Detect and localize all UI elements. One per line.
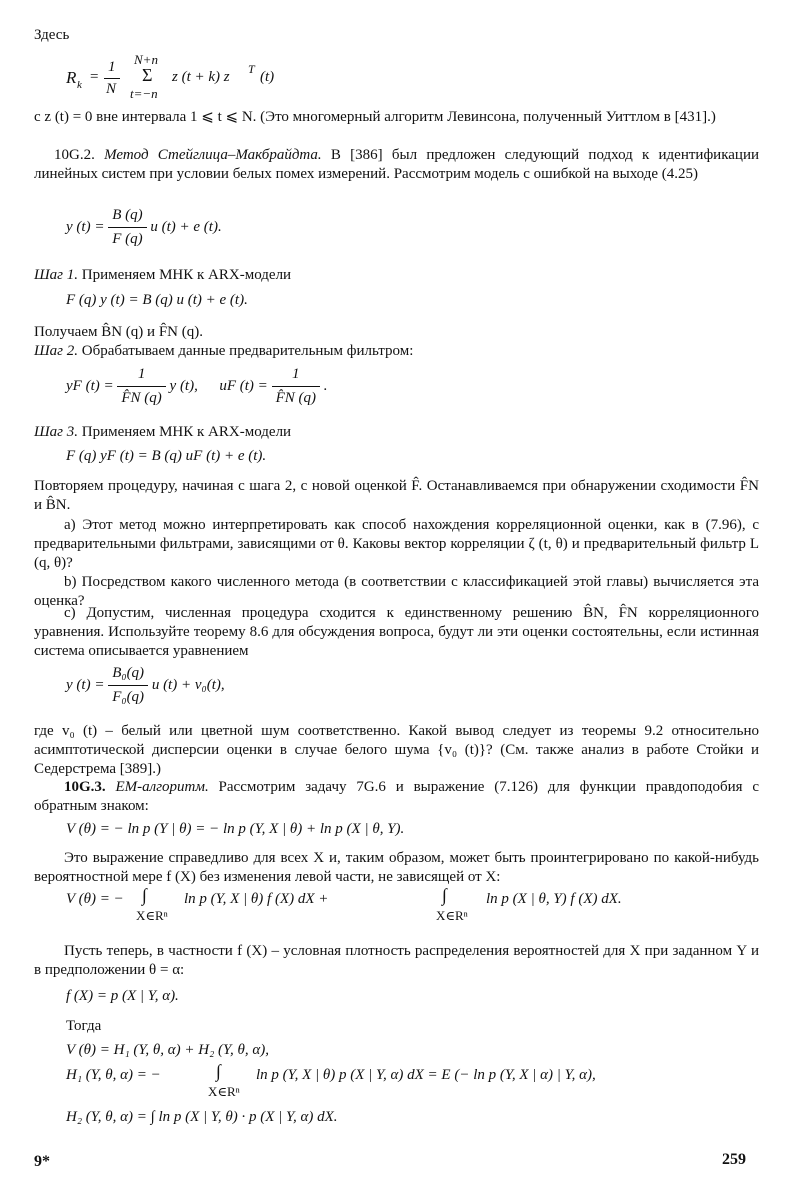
f5-den: F₀(q) <box>112 689 145 705</box>
step-1-text: Применяем МНК к ARX-модели <box>81 267 292 283</box>
step-3 <box>34 423 291 442</box>
f10-domain: X∈Rⁿ <box>208 1084 240 1099</box>
section-label-10g2: 10G.2. <box>54 147 95 163</box>
step-3-label: Шаг 3. <box>34 424 78 440</box>
formula-h1 <box>66 1061 766 1100</box>
rk-body: z (t + k) z <box>172 69 230 85</box>
page-number: 259 <box>722 1151 746 1168</box>
f3-num1: 1 <box>137 366 146 382</box>
formula-oe-model <box>66 206 222 249</box>
f1-rhs: u (t) + e (t). <box>150 218 222 235</box>
formula-f-x: f (X) = p (X | Y, α). <box>66 988 179 1004</box>
step-1-label: Шаг 1. <box>34 267 78 283</box>
f7-domain2: X∈Rⁿ <box>436 908 468 923</box>
rk-tail: (t) <box>260 69 275 85</box>
formula-likelihood: V (θ) = − ln p (Y | θ) = − ln p (Y, X | θ) + ln p (X | θ, Y). <box>66 821 405 837</box>
paragraph-em-text: Рассмотрим задачу 7G.6 и выражение (7.126) для функции правдоподобия с обратным знаком: <box>34 779 760 814</box>
section-label-10g3: 10G.3. <box>64 779 106 795</box>
paragraph-conditional: Пусть теперь, в частности f (X) – условная плотность распределения вероятностей для X при заданном Y и в предположении θ = α: <box>34 943 759 978</box>
rk-lhs: R <box>66 68 77 87</box>
section-title-em: EM-алгоритм. <box>115 779 209 795</box>
f7-body2: ln p (X | θ, Y) f (X) dX. <box>486 891 622 907</box>
rk-frac-den: N <box>106 81 117 97</box>
f5-num: B₀(q) <box>112 665 145 681</box>
f1-num: B (q) <box>112 207 143 223</box>
f3-end: . <box>323 377 328 394</box>
f3-frac1 <box>117 365 165 408</box>
section-title-steiglitz: Метод Стейглица–Макбрайдта. <box>104 147 322 163</box>
paragraph-noise: где v₀ (t) – белый или цветной шум соответственно. Какой вывод следует из теоремы 9.2 относительно асимптотической дисперсии оценки в случае белого шума {v₀ (t)}? (См. также анализ в работе Стойки и Седерстрема [389].) <box>34 723 759 777</box>
f1-frac <box>108 206 146 249</box>
rk-sup: T <box>248 62 255 76</box>
step-2-text: Обрабатываем данные предварительным фильтром: <box>81 343 414 359</box>
formula-true-system <box>66 664 225 707</box>
f5-frac <box>108 664 148 707</box>
intro-word: Здесь <box>34 27 70 43</box>
question-a: a) Этот метод можно интерпретировать как способ нахождения корреляционной оценки, как в (7.96), с предварительными фильтрами, зависящими от θ. Каковы вектор корреляции ζ (t, θ) и предварительный фильтр L (q, θ)? <box>34 517 759 571</box>
paragraph-integrate: Это выражение справедливо для всех X и, таким образом, может быть проинтегрировано по какой-нибудь вероятностной мере f (X) без изменения левой части, не зависящей от X: <box>34 850 759 885</box>
step-3-text: Применяем МНК к ARX-модели <box>81 424 292 440</box>
f7-domain1: X∈Rⁿ <box>136 908 168 923</box>
step-2 <box>34 342 413 361</box>
step-2-label: Шаг 2. <box>34 343 78 359</box>
f10-lhs: H₁ (Y, θ, α) = − <box>66 1067 161 1083</box>
formula-prefilter <box>66 365 327 408</box>
rk-sum-sign: Σ <box>142 65 153 85</box>
question-b: b) Посредством какого численного метода (в соответствии с классификацией этой главы) вычисляется эта оценка? <box>34 574 759 609</box>
f3-num2: 1 <box>292 366 300 382</box>
f7-lhs: V (θ) = − <box>66 891 124 907</box>
formula-h2: H₂ (Y, θ, α) = ∫ ln p (X | Y, θ) · p (X | Y, α) dX. <box>66 1109 338 1125</box>
paragraph-steiglitz <box>34 146 759 184</box>
f3-den2: F̂N (q) <box>275 390 316 406</box>
formula-v-h1-h2: V (θ) = H₁ (Y, θ, α) + H₂ (Y, θ, α), <box>66 1042 269 1058</box>
f10-body: ln p (Y, X | θ) p (X | Y, α) dX = E (− ln p (Y, X | α) | Y, α), <box>256 1067 596 1083</box>
rk-frac-num: 1 <box>108 59 116 75</box>
step-1 <box>34 266 291 285</box>
f3-frac2 <box>272 365 320 408</box>
paragraph-em <box>34 778 759 816</box>
f7-int2: ∫ <box>442 885 447 905</box>
signature-mark: 9* <box>34 1153 50 1170</box>
f3-lhs2: uF (t) = <box>219 377 268 394</box>
f10-int: ∫ <box>216 1061 221 1081</box>
word-then: Тогда <box>66 1018 102 1034</box>
f7-body1: ln p (Y, X | θ) f (X) dX + <box>184 891 329 907</box>
rk-sub: k <box>77 79 82 91</box>
formula-arx-3: F (q) yF (t) = B (q) uF (t) + e (t). <box>66 448 267 464</box>
f5-rhs: u (t) + v₀(t), <box>151 676 225 693</box>
rk-sum-top: N+n <box>134 52 158 67</box>
formula-arx-1: F (q) y (t) = B (q) u (t) + e (t). <box>66 292 248 308</box>
paragraph-repeat: Повторяем процедуру, начиная с шага 2, с новой оценкой F̂. Останавливаемся при обнаружении сходимости F̂N и B̂N. <box>34 478 759 513</box>
f1-den: F (q) <box>112 231 143 247</box>
paragraph-obtain-estimates: Получаем B̂N (q) и F̂N (q). <box>34 324 203 340</box>
f7-int1: ∫ <box>142 885 147 905</box>
rk-sum-bottom: t=−n <box>130 86 158 101</box>
question-c: c) Допустим, численная процедура сходится к единственному решению B̂N, F̂N корреляционного уравнения. Используйте теорему 8.6 для обсуждения вопроса, будут ли эти оценки состоятельны, если истинная система описывается уравнением <box>34 605 759 659</box>
f3-den1: F̂N (q) <box>121 390 162 406</box>
f3-lhs1: yF (t) = <box>66 377 114 394</box>
f5-lhs: y (t) = <box>66 676 105 693</box>
f3-mid: y (t), <box>169 377 198 394</box>
f1-lhs: y (t) = <box>66 218 105 235</box>
paragraph-steiglitz-text: В [386] был предложен следующий подход к идентификации линейных систем при условии белых помех измерений. Рассмотрим модель с ошибкой на выходе (4.25) <box>34 147 759 182</box>
paragraph-levinson: с z (t) = 0 вне интервала 1 ⩽ t ⩽ N. (Это многомерный алгоритм Левинсона, полученный Уиттлом в [431].) <box>34 109 716 125</box>
formula-integral <box>66 885 766 928</box>
